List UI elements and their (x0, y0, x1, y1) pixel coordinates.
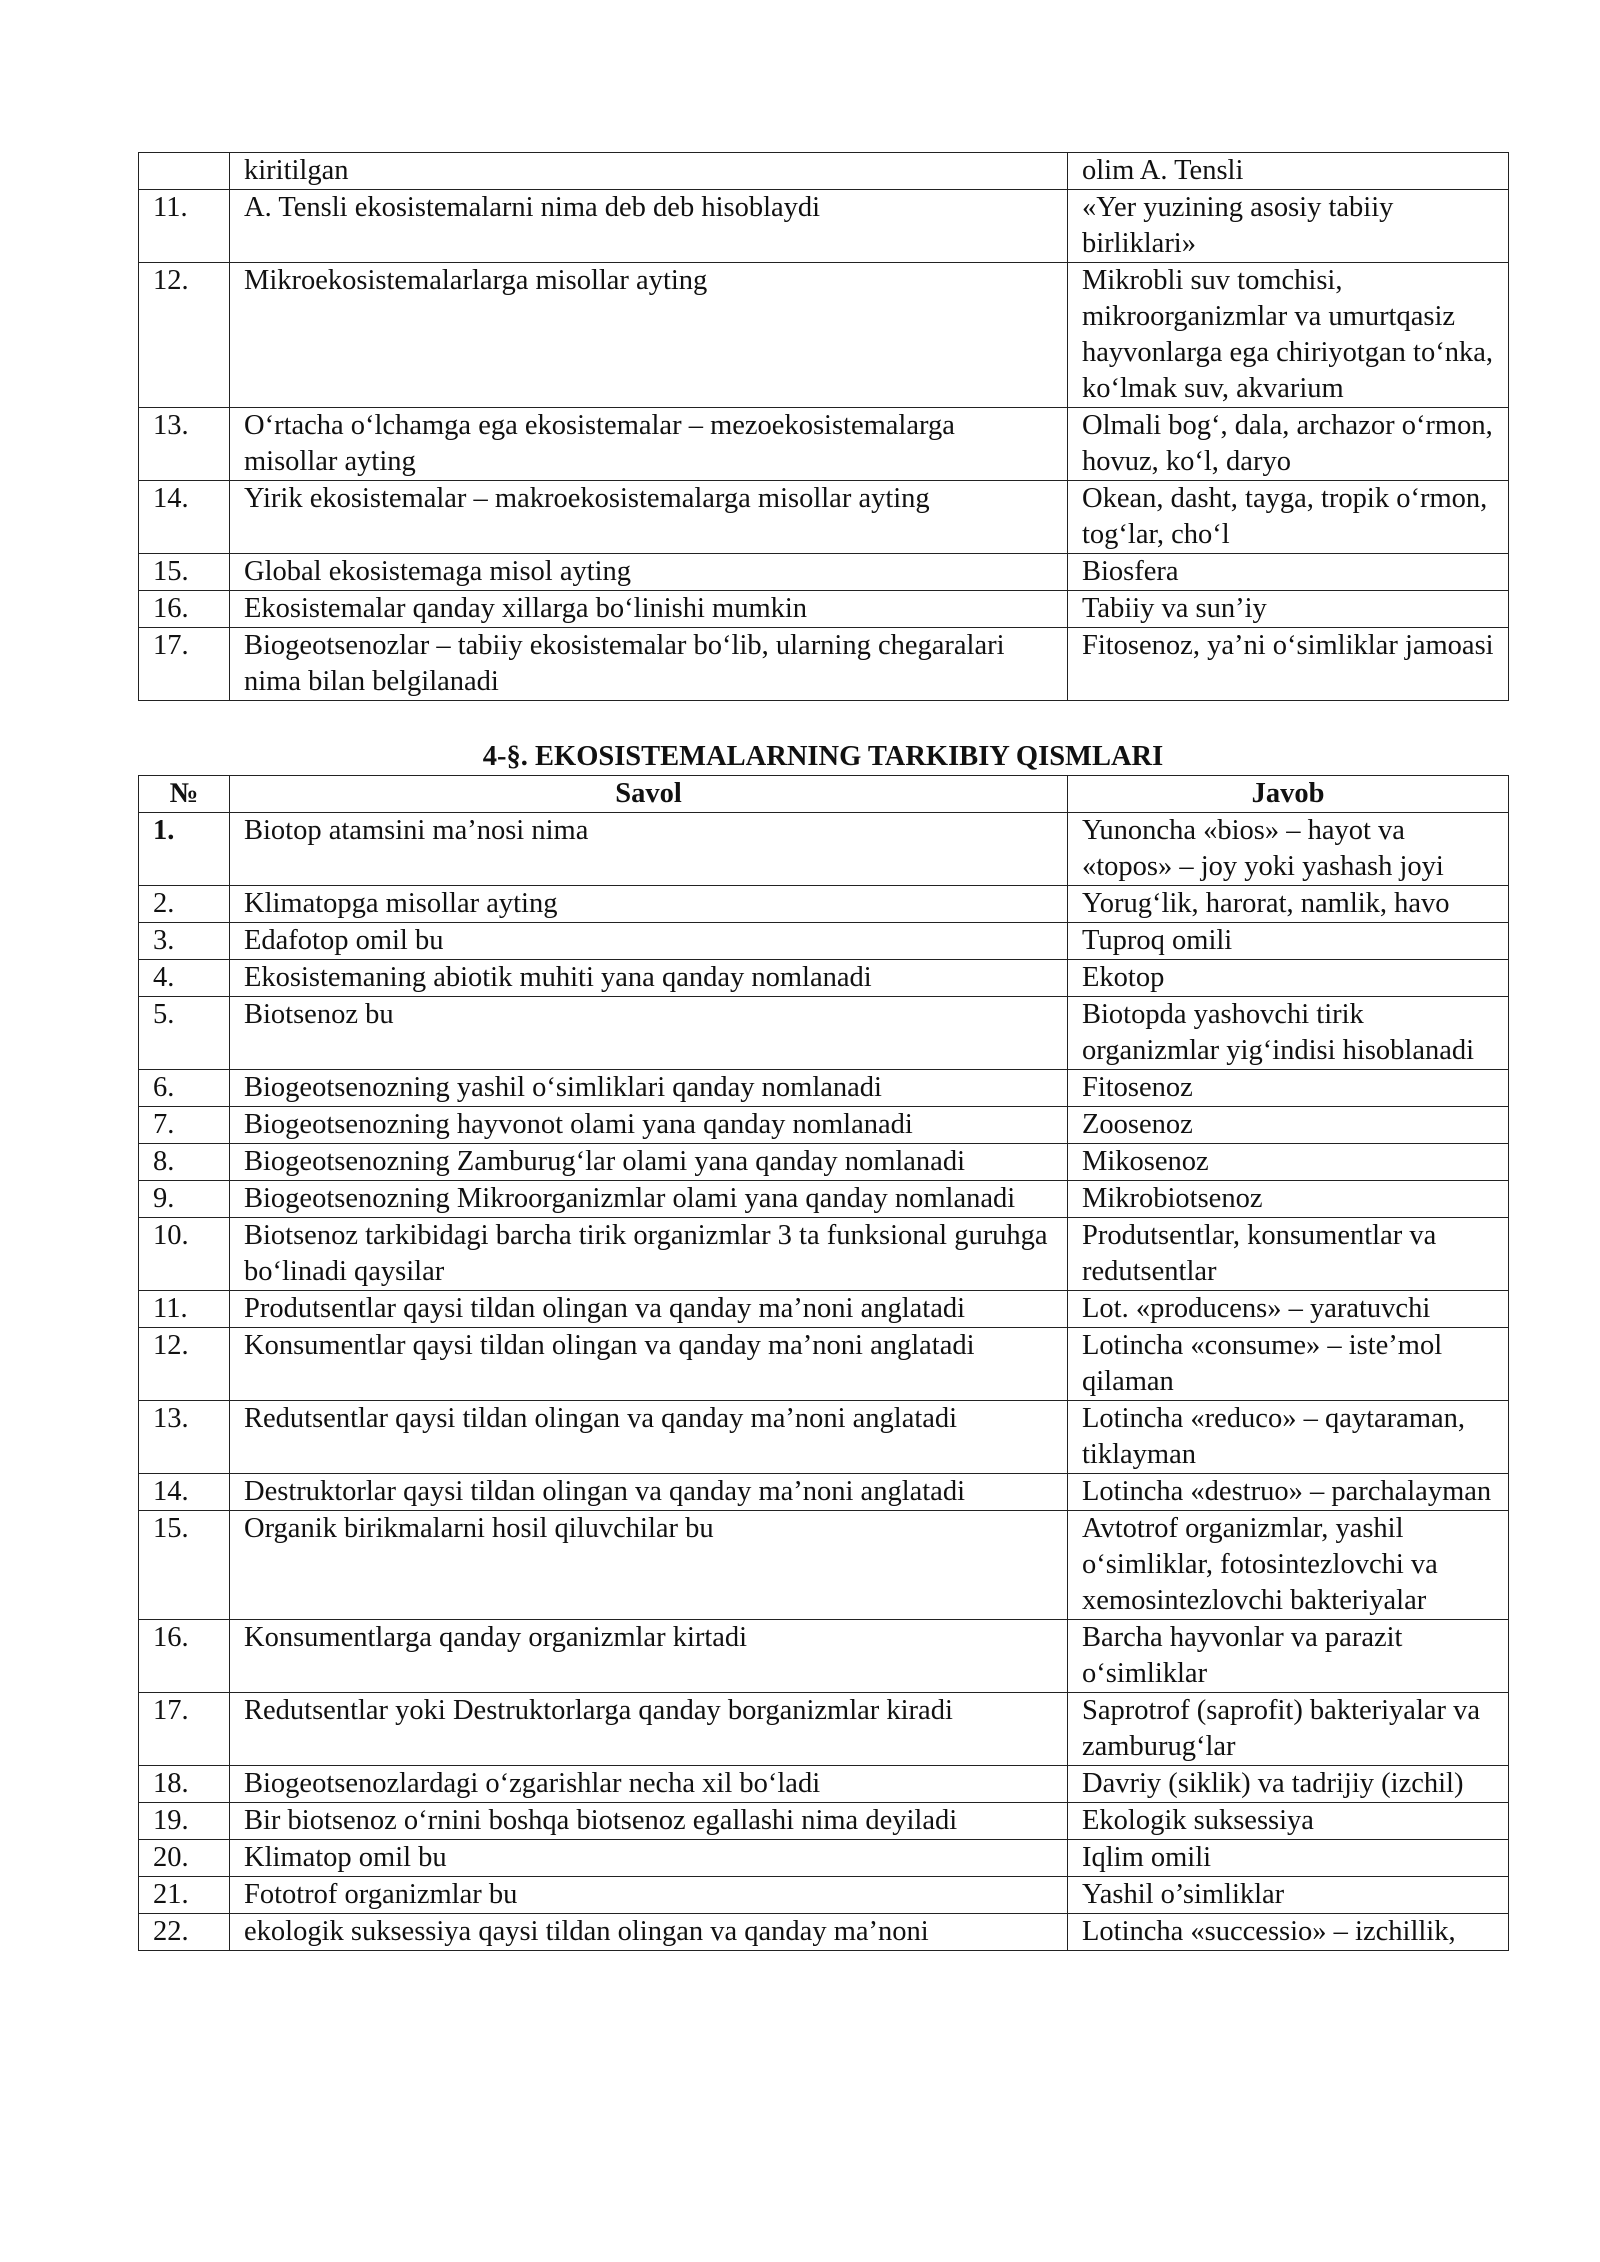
table-row (139, 591, 1509, 628)
row-number (139, 153, 230, 190)
question-cell: A. Tensli ekosistemalarni nima deb deb hisoblaydi (230, 190, 1068, 263)
row-number: 8. (139, 1144, 230, 1181)
table-row (139, 997, 1509, 1070)
answer-cell: Olmali bog‘, dala, archazor o‘rmon, hovuz, ko‘l, daryo (1068, 408, 1509, 481)
table-row (139, 408, 1509, 481)
question-cell: Biogeotsenozning hayvonot olami yana qanday nomlanadi (230, 1107, 1068, 1144)
table-row (139, 886, 1509, 923)
qa-table-continued (138, 152, 1509, 701)
answer-cell: Fitosenoz (1068, 1070, 1509, 1107)
answer-cell: Barcha hayvonlar va parazit o‘simliklar (1068, 1620, 1509, 1693)
row-number: 17. (139, 1693, 230, 1766)
table-row (139, 1291, 1509, 1328)
question-cell: Biogeotsenozlardagi o‘zgarishlar necha xil bo‘ladi (230, 1766, 1068, 1803)
table-row (139, 1693, 1509, 1766)
question-cell: Biogeotsenozning Zamburug‘lar olami yana qanday nomlanadi (230, 1144, 1068, 1181)
table-row (139, 1766, 1509, 1803)
answer-cell: Lotincha «reduco» – qaytaraman, tiklayman (1068, 1401, 1509, 1474)
table-row (139, 1070, 1509, 1107)
question-cell: Biogeotsenozning Mikroorganizmlar olami yana qanday nomlanadi (230, 1181, 1068, 1218)
header-number: № (139, 776, 230, 813)
row-number: 9. (139, 1181, 230, 1218)
table-row (139, 481, 1509, 554)
table-row (139, 1877, 1509, 1914)
question-cell: O‘rtacha o‘lchamga ega ekosistemalar – mezoekosistemalarga misollar ayting (230, 408, 1068, 481)
question-cell: Klimatop omil bu (230, 1840, 1068, 1877)
table-row (139, 263, 1509, 408)
row-number: 15. (139, 554, 230, 591)
table-header-row (139, 776, 1509, 813)
question-cell: Mikroekosistemalarlarga misollar ayting (230, 263, 1068, 408)
row-number: 5. (139, 997, 230, 1070)
answer-cell: Ekotop (1068, 960, 1509, 997)
table-row (139, 923, 1509, 960)
question-cell: Redutsentlar qaysi tildan olingan va qanday ma’noni anglatadi (230, 1401, 1068, 1474)
row-number: 14. (139, 481, 230, 554)
question-cell: Produtsentlar qaysi tildan olingan va qanday ma’noni anglatadi (230, 1291, 1068, 1328)
table-row (139, 960, 1509, 997)
row-number: 13. (139, 1401, 230, 1474)
answer-cell: Yashil o’simliklar (1068, 1877, 1509, 1914)
row-number: 12. (139, 263, 230, 408)
table-row (139, 628, 1509, 701)
question-cell: Biotop atamsini ma’nosi nima (230, 813, 1068, 886)
answer-cell: «Yer yuzining asosiy tabiiy birliklari» (1068, 190, 1509, 263)
row-number: 18. (139, 1766, 230, 1803)
qa-table-section-4-body (139, 813, 1509, 1951)
answer-cell: Tabiiy va sun’iy (1068, 591, 1509, 628)
table-row (139, 1620, 1509, 1693)
question-cell: Edafotop omil bu (230, 923, 1068, 960)
header-question: Savol (230, 776, 1068, 813)
answer-cell: Lotincha «consume» – iste’mol qilaman (1068, 1328, 1509, 1401)
row-number: 22. (139, 1914, 230, 1951)
question-cell: Konsumentlarga qanday organizmlar kirtadi (230, 1620, 1068, 1693)
row-number: 3. (139, 923, 230, 960)
answer-cell: Lotincha «destruo» – parchalayman (1068, 1474, 1509, 1511)
question-cell: Klimatopga misollar ayting (230, 886, 1068, 923)
row-number: 2. (139, 886, 230, 923)
table-row (139, 1401, 1509, 1474)
answer-cell: Yunoncha «bios» – hayot va «topos» – joy yoki yashash joyi (1068, 813, 1509, 886)
table-row (139, 1803, 1509, 1840)
answer-cell: Lotincha «successio» – izchillik, (1068, 1914, 1509, 1951)
question-cell: kiritilgan (230, 153, 1068, 190)
table-row (139, 1840, 1509, 1877)
row-number: 7. (139, 1107, 230, 1144)
answer-cell: Tuproq omili (1068, 923, 1509, 960)
table-row (139, 1328, 1509, 1401)
row-number: 21. (139, 1877, 230, 1914)
table-row (139, 1107, 1509, 1144)
header-answer: Javob (1068, 776, 1509, 813)
answer-cell: Biosfera (1068, 554, 1509, 591)
row-number: 13. (139, 408, 230, 481)
document-page (138, 152, 1508, 1951)
question-cell: Destruktorlar qaysi tildan olingan va qanday ma’noni anglatadi (230, 1474, 1068, 1511)
row-number: 16. (139, 591, 230, 628)
row-number: 6. (139, 1070, 230, 1107)
table-row (139, 1511, 1509, 1620)
question-cell: Ekosistemalar qanday xillarga bo‘linishi mumkin (230, 591, 1068, 628)
table-row (139, 153, 1509, 190)
section-title: 4-§. EKOSISTEMALARNING TARKIBIY QISMLARI (482, 741, 1164, 772)
row-number: 11. (139, 1291, 230, 1328)
answer-cell: Zoosenoz (1068, 1107, 1509, 1144)
answer-cell: Fitosenoz, ya’ni o‘simliklar jamoasi (1068, 628, 1509, 701)
question-cell: Organik birikmalarni hosil qiluvchilar bu (230, 1511, 1068, 1620)
table-row (139, 554, 1509, 591)
table-row (139, 1181, 1509, 1218)
answer-cell: olim A. Tensli (1068, 153, 1509, 190)
question-cell: Biotsenoz tarkibidagi barcha tirik organizmlar 3 ta funksional guruhga bo‘linadi qaysilar (230, 1218, 1068, 1291)
row-number: 16. (139, 1620, 230, 1693)
question-cell: Biotsenoz bu (230, 997, 1068, 1070)
answer-cell: Okean, dasht, tayga, tropik o‘rmon, tog‘lar, cho‘l (1068, 481, 1509, 554)
answer-cell: Mikosenoz (1068, 1144, 1509, 1181)
question-cell: Yirik ekosistemalar – makroekosistemalarga misollar ayting (230, 481, 1068, 554)
qa-table-continued-body (139, 153, 1509, 701)
question-cell: Bir biotsenoz o‘rnini boshqa biotsenoz egallashi nima deyiladi (230, 1803, 1068, 1840)
table-row (139, 1474, 1509, 1511)
question-cell: Fototrof organizmlar bu (230, 1877, 1068, 1914)
row-number: 15. (139, 1511, 230, 1620)
row-number: 4. (139, 960, 230, 997)
table-row (139, 813, 1509, 886)
table-row (139, 1914, 1509, 1951)
answer-cell: Lot. «producens» – yaratuvchi (1068, 1291, 1509, 1328)
row-number: 12. (139, 1328, 230, 1401)
row-number: 20. (139, 1840, 230, 1877)
question-cell: Konsumentlar qaysi tildan olingan va qanday ma’noni anglatadi (230, 1328, 1068, 1401)
question-cell: Global ekosistemaga misol ayting (230, 554, 1068, 591)
row-number: 11. (139, 190, 230, 263)
table-row (139, 190, 1509, 263)
answer-cell: Avtotrof organizmlar, yashil o‘simliklar, fotosintezlovchi va xemosintezlovchi bakteriyalar (1068, 1511, 1509, 1620)
answer-cell: Saprotrof (saprofit) bakteriyalar va zamburug‘lar (1068, 1693, 1509, 1766)
answer-cell: Mikrobli suv tomchisi, mikroorganizmlar va umurtqasiz hayvonlarga ega chiriyotgan to‘nka, ko‘lmak suv, akvarium (1068, 263, 1509, 408)
answer-cell: Davriy (siklik) va tadrijiy (izchil) (1068, 1766, 1509, 1803)
row-number: 10. (139, 1218, 230, 1291)
question-cell: Biogeotsenozlar – tabiiy ekosistemalar bo‘lib, ularning chegaralari nima bilan belgilanadi (230, 628, 1068, 701)
table-row (139, 1218, 1509, 1291)
qa-table-section-4 (138, 775, 1509, 1951)
answer-cell: Ekologik suksessiya (1068, 1803, 1509, 1840)
question-cell: Biogeotsenozning yashil o‘simliklari qanday nomlanadi (230, 1070, 1068, 1107)
answer-cell: Biotopda yashovchi tirik organizmlar yig‘indisi hisoblanadi (1068, 997, 1509, 1070)
row-number: 1. (139, 813, 230, 886)
answer-cell: Produtsentlar, konsumentlar va redutsentlar (1068, 1218, 1509, 1291)
answer-cell: Iqlim omili (1068, 1840, 1509, 1877)
question-cell: Redutsentlar yoki Destruktorlarga qanday borganizmlar kiradi (230, 1693, 1068, 1766)
answer-cell: Mikrobiotsenoz (1068, 1181, 1509, 1218)
row-number: 17. (139, 628, 230, 701)
question-cell: ekologik suksessiya qaysi tildan olingan va qanday ma’noni (230, 1914, 1068, 1951)
row-number: 19. (139, 1803, 230, 1840)
table-row (139, 1144, 1509, 1181)
question-cell: Ekosistemaning abiotik muhiti yana qanday nomlanadi (230, 960, 1068, 997)
row-number: 14. (139, 1474, 230, 1511)
answer-cell: Yorug‘lik, harorat, namlik, havo (1068, 886, 1509, 923)
